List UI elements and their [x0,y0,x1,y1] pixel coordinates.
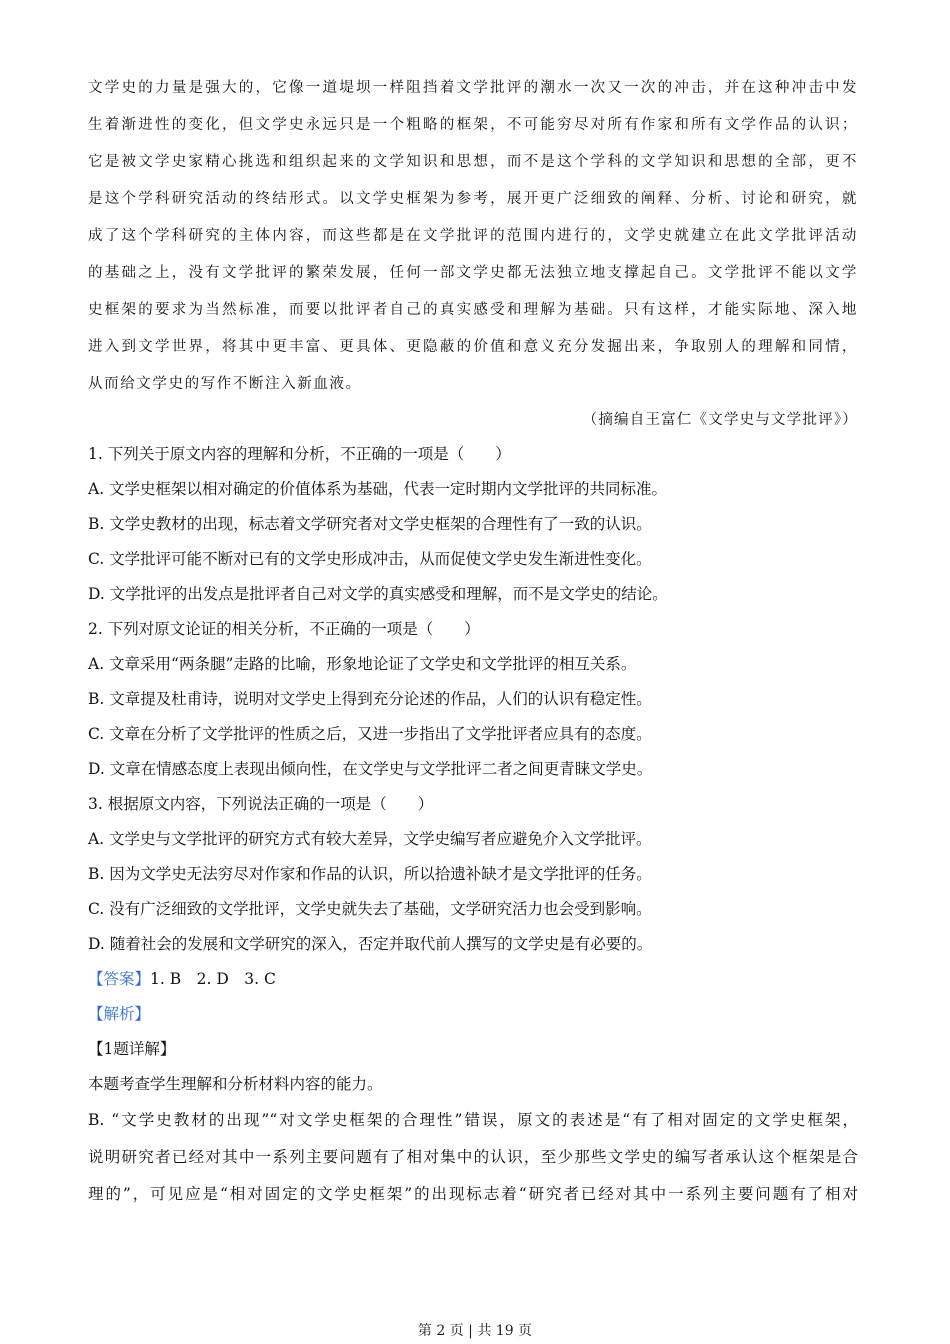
analysis-text-line: B. “文学史教材的出现”“对文学史框架的合理性”错误，原文的表述是“有了相对固定的文学史框架， [88,1111,858,1129]
passage-line: 文学史的力量是强大的，它像一道堤坝一样阻挡着文学批评的潮水一次又一次的冲击，并在这种冲击中发 [88,80,858,96]
question-1 [88,437,858,612]
answer-tag: 【答案】 [88,970,151,988]
analysis-tag: 【解析】 [88,1005,151,1023]
passage-source: （摘编自王富仁《文学史与文学批评》） [582,412,858,428]
detail-title: 【1题详解】 [88,1040,176,1058]
option-d: D. 文章在情感态度上表现出倾向性，在文学史与文学批评二者之间更青睐文学史。 [88,760,653,778]
passage-line: 是这个学科研究活动的终结形式。以文学史框架为参考，展开更广泛细致的阐释、分析、讨论和研究，就 [88,191,858,207]
passage [88,70,858,403]
question-3 [88,787,858,962]
passage-line: 从而给文学史的写作不断注入新血液。 [88,376,362,392]
question-stem: 1. 下列关于原文内容的理解和分析，不正确的一项是（ ） [88,445,511,463]
document-page [88,70,858,1213]
option-b: B. 文章提及杜甫诗，说明对文学史上得到充分论述的作品，人们的认识有稳定性。 [88,690,652,708]
analysis-line [88,997,858,1032]
option-a: A. 文章采用“两条腿”走路的比喻，形象地论证了文学史和文学批评的相互关系。 [88,655,637,673]
passage-line: 成了这个学科研究的主体内容，而这些都是在文学批评的范围内进行的，文学史就建立在此文学批评活动 [88,228,858,244]
question-2 [88,612,858,787]
passage-line: 史框架的要求为当然标准，而要以批评者自己的真实感受和理解为基础。只有这样，才能实际地、深入地 [88,302,858,318]
analysis-text-line: 理的”，可见应是“相对固定的文学史框架”的出现标志着“研究者已经对其中一系列主要问题有了相对 [88,1185,858,1203]
analysis-intro: 本题考查学生理解和分析材料内容的能力。 [88,1075,383,1093]
answer-line [88,962,858,997]
option-c: C. 文章在分析了文学批评的性质之后，又进一步指出了文学批评者应具有的态度。 [88,725,652,743]
passage-line: 的基础之上，没有文学批评的繁荣发展，任何一部文学史都无法独立地支撑起自己。文学批评不能以文学 [88,265,858,281]
passage-line: 进入到文学世界，将其中更丰富、更具体、更隐蔽的价值和意义充分发掘出来，争取别人的理解和同情， [88,339,858,355]
option-b: B. 因为文学史无法穷尽对作家和作品的认识，所以拾遗补缺才是文学批评的任务。 [88,865,652,883]
option-d: D. 文学批评的出发点是批评者自己对文学的真实感受和理解，而不是文学史的结论。 [88,585,668,603]
option-d: D. 随着社会的发展和文学研究的深入，否定并取代前人撰写的文学史是有必要的。 [88,935,653,953]
option-c: C. 文学批评可能不断对已有的文学史形成冲击，从而促使文学史发生渐进性变化。 [88,550,652,568]
question-stem: 2. 下列对原文论证的相关分析，不正确的一项是（ ） [88,620,480,638]
option-c: C. 没有广泛细致的文学批评，文学史就失去了基础，文学研究活力也会受到影响。 [88,900,652,918]
page-footer: 第 2 页 | 共 19 页 [417,1323,533,1339]
answer-text: 1. B 2. D 3. C [150,970,276,988]
option-a: A. 文学史与文学批评的研究方式有较大差异，文学史编写者应避免介入文学批评。 [88,830,652,848]
question-stem: 3. 根据原文内容，下列说法正确的一项是（ ） [88,795,434,813]
analysis-text-line: 说明研究者已经对其中一系列主要问题有了相对集中的认识，至少那些文学史的编写者承认这个框架是合 [88,1148,858,1166]
option-b: B. 文学史教材的出现，标志着文学研究者对文学史框架的合理性有了一致的认识。 [88,515,652,533]
passage-line: 生着渐进性的变化，但文学史永远只是一个粗略的框架，不可能穷尽对所有作家和所有文学作品的认识； [88,117,858,133]
option-a: A. 文学史框架以相对确定的价值体系为基础，代表一定时期内文学批评的共同标准。 [88,480,668,498]
passage-line: 它是被文学史家精心挑选和组织起来的文学知识和思想，而不是这个学科的文学知识和思想的全部，更不 [88,154,858,170]
